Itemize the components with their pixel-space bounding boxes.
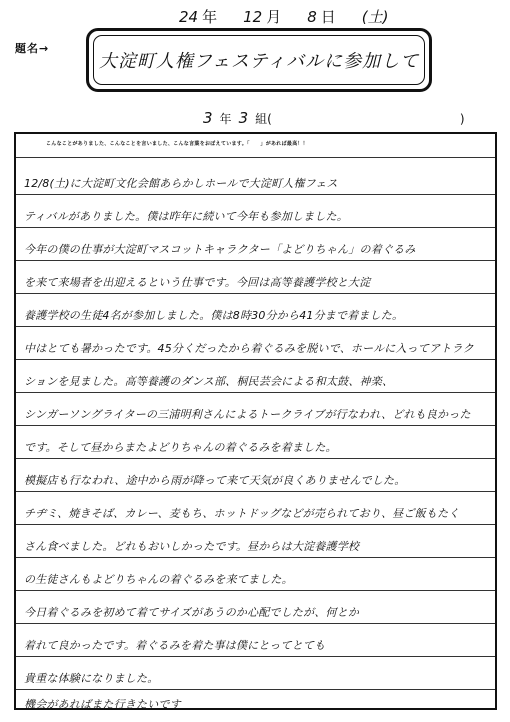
paren-open: ( [267,112,272,126]
prompt-text: こんなことがありました、こんなことを言いました、こんな言葉をおぼえています。「 」があれば最高！！ [46,141,309,147]
ruled-line [16,194,495,195]
ruled-line [16,524,495,525]
body-line: ティバルがありました。僕は昨年に続いて今年も参加しました。 [24,210,348,223]
month-label: 月 [266,8,282,26]
ruled-line [16,392,495,393]
weekday-value: (土) [361,8,389,26]
title-box [86,28,432,92]
title-text: 大淀町人権フェスティバルに参加して [98,51,420,72]
body-line: 中はとても暑かったです。45分くだったから着ぐるみを脱いで、ホールに入ってアトラク [24,342,474,355]
ruled-line [16,227,495,228]
ruled-line [16,458,495,459]
body-line: 今日着ぐるみを初めて着てサイズがあうのか心配でしたが、何とか [24,606,360,619]
body-line: さん食べました。どれもおいしかったです。昼からは大淀養護学校 [24,540,360,553]
ruled-line [16,157,495,158]
day-label: 日 [320,8,336,26]
body-line: 着れて良かったです。着ぐるみを着た事は僕にとってとても [24,639,326,652]
class-label: 組 [255,112,268,126]
ruled-line [16,260,495,261]
ruled-line [16,656,495,657]
year-value: 24 [179,8,199,26]
ruled-line [16,689,495,690]
body-line: ションを見ました。高等養護のダンス部、桐民芸会による和太鼓、神楽、 [24,375,394,388]
title-label: 題名→ [15,42,50,55]
day-value: 8 [307,8,317,26]
ruled-line [16,491,495,492]
ruled-line [16,623,495,624]
grade-value: 3 [203,109,213,127]
class-row [196,109,465,127]
body-line: 今年の僕の仕事が大淀町マスコットキャラクター「よどりちゃん」の着ぐるみ [24,243,416,256]
body-line: の生徒さんもよどりちゃんの着ぐるみを来てました。 [24,573,293,586]
body-line: シンガーソングライターの三浦明利さんによるトークライブが行なわれ、どれも良かった [24,408,471,421]
date-row [175,6,393,27]
ruled-line [16,557,495,558]
body-line: 養護学校の生徒4名が参加しました。僕は8時30分から41分まで着ました。 [24,309,404,322]
ruled-line [16,293,495,294]
ruled-line [16,326,495,327]
paren-close: ) [459,112,465,126]
grade-label: 年 [219,112,232,126]
body-line: を来て来場者を出迎えるという仕事です。今回は高等養護学校と大淀 [24,276,371,289]
body-line: 機会があればまた行きたいです [24,698,181,711]
class-value: 3 [238,109,249,127]
body-line: 貴重な体験になりました。 [24,672,159,685]
body-line: 12/8(土)に大淀町文化会館あらかしホールで大淀町人権フェス [24,177,338,190]
ruled-line [16,425,495,426]
body-line: です。そして昼からまたよどりちゃんの着ぐるみを着ました。 [24,441,337,454]
body-line: 模擬店も行なわれ、途中から雨が降って来て天気が良くありませんでした。 [24,474,406,487]
month-value: 12 [243,8,263,26]
ruled-line [16,359,495,360]
body-line: チヂミ、焼きそば、カレー、麦もち、ホットドッグなどが売られており、昼ご飯もたく [24,507,460,520]
year-label: 年 [202,8,218,26]
ruled-line [16,590,495,591]
